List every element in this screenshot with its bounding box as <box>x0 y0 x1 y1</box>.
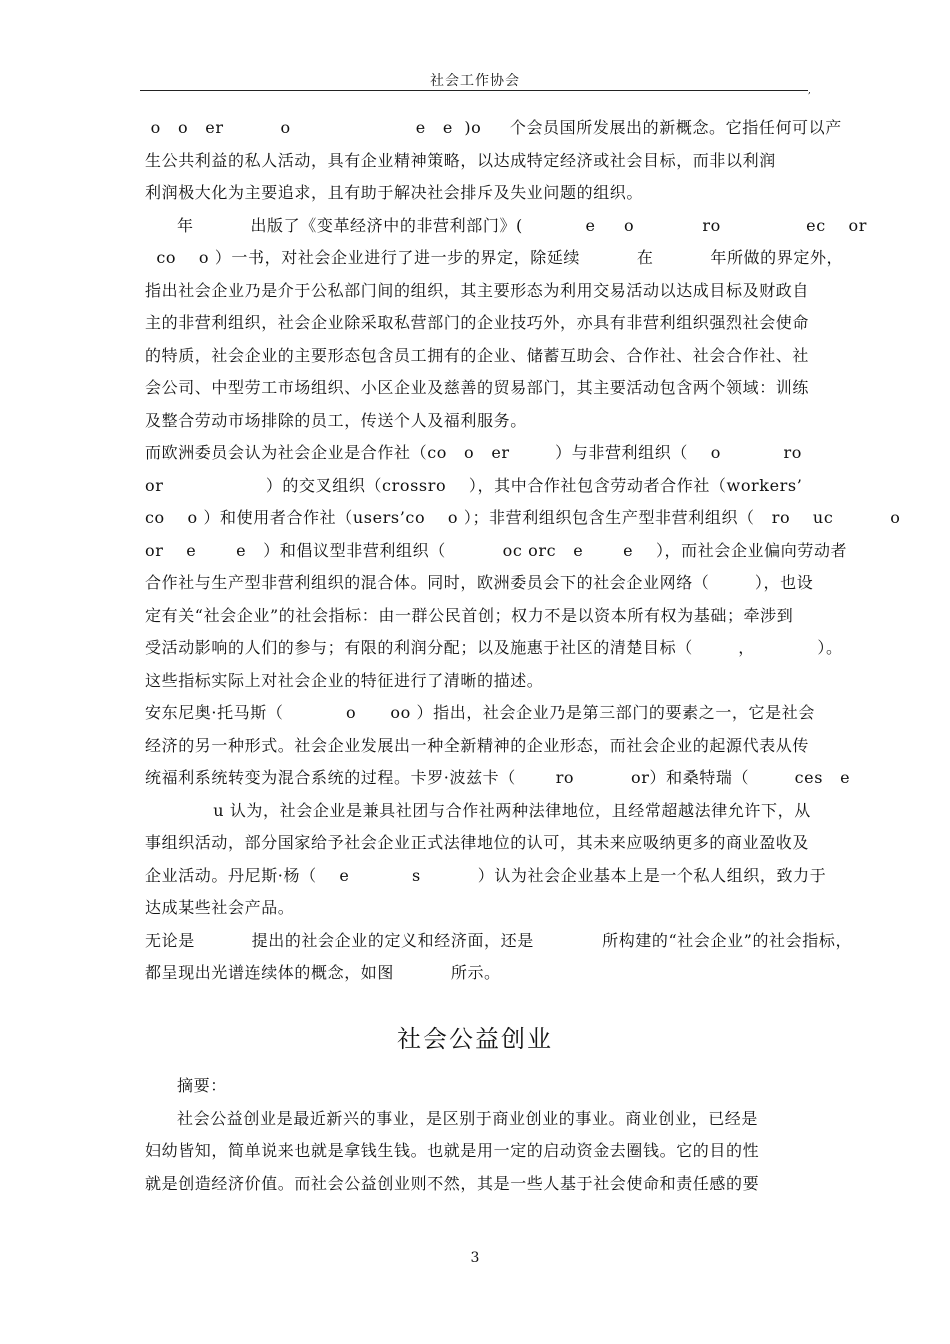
text-line: co o ）一书，对社会企业进行了进一步的界定，除延续 在 年所做的界定外， <box>145 248 844 267</box>
text-line: 摘要： <box>177 1076 227 1095</box>
text-line: 年 出版了《变革经济中的非营利部门》( e o ro ec or <box>177 215 868 235</box>
text-line: u 认为，社会企业是兼具社团与合作社两种法律地位，且经常超越法律允许下，从 <box>145 800 811 820</box>
text-line: co o ）和使用者合作社（users’co o ）；非营利组织包含生产型非营利组织（ ro uc o <box>145 508 901 527</box>
text-line: o o er o e e )o 个会员国所发展出的新概念。它指任何可以产 <box>145 118 842 137</box>
text-line: 而欧洲委员会认为社会企业是合作社（co o er ）与非营利组织（ o ro <box>145 443 802 462</box>
text-line: 就是创造经济价值。而社会公益创业则不然，其是一些人基于社会使命和责任感的要 <box>145 1173 760 1193</box>
text-line: 的特质，社会企业的主要形态包含员工拥有的企业、储蓄互助会、合作社、社会合作社、社 <box>145 345 810 365</box>
text-line: 社会公益创业是最近新兴的事业，是区别于商业创业的事业。商业创业，已经是 <box>177 1108 759 1128</box>
section-body-text <box>145 1070 810 1200</box>
text-line: 经济的另一种形式。社会企业发展出一种全新精神的企业形态，而社会企业的起源代表从传 <box>145 735 810 755</box>
text-line: 这些指标实际上对社会企业的特征进行了清晰的描述。 <box>145 670 544 690</box>
section-heading: 社会公益创业 <box>397 1025 553 1053</box>
text-line: 统福利系统转变为混合系统的过程。卡罗·波兹卡（ ro or）和桑特瑞（ ces e <box>145 768 851 787</box>
text-line: 及整合劳动市场排除的员工，传送个人及福利服务。 <box>145 410 527 430</box>
text-line: 定有关“社会企业”的社会指标：由一群公民首创；权力不是以资本所有权为基础；牵涉到 <box>145 605 794 625</box>
text-line: 利润极大化为主要追求，且有助于解决社会排斥及失业问题的组织。 <box>145 183 644 202</box>
text-line: or ）的交叉组织（crossro ），其中合作社包含劳动者合作社（workers’ <box>145 475 803 495</box>
text-line: 会公司、中型劳工市场组织、小区企业及慈善的贸易部门，其主要活动包含两个领域：训练 <box>145 378 810 397</box>
text-line: 安东尼奥·托马斯（ o oo ）指出，社会企业乃是第三部门的要素之一，它是社会 <box>145 703 815 722</box>
text-line: 事组织活动，部分国家给予社会企业正式法律地位的认可，其未来应吸纳更多的商业盈收及 <box>145 833 810 852</box>
page-header-title: 社会工作协会 <box>430 73 520 89</box>
header-divider <box>140 90 808 91</box>
text-line: 妇幼皆知，简单说来也就是拿钱生钱。也就是用一定的启动资金去圈钱。它的目的性 <box>145 1141 760 1160</box>
text-line: 达成某些社会产品。 <box>145 898 295 917</box>
text-line: 企业活动。丹尼斯·杨（ e s ）认为社会企业基本上是一个私人组织，致力于 <box>145 865 827 885</box>
header-tick-mark: , <box>808 86 811 96</box>
body-text <box>145 112 901 990</box>
text-line: 都呈现出光谱连续体的概念，如图 所示。 <box>145 963 501 982</box>
text-line: 指出社会企业乃是介于公私部门间的组织，其主要形态为利用交易活动以达成目标及财政自 <box>145 280 810 300</box>
page-number: 3 <box>470 1250 480 1266</box>
text-line: or e e ）和倡议型非营利组织（ oc orc e e ），而社会企业偏向劳动者 <box>145 540 848 560</box>
text-line: 无论是 提出的社会企业的定义和经济面，还是 所构建的“社会企业”的社会指标， <box>145 930 853 950</box>
text-line: 主的非营利组织，社会企业除采取私营部门的企业技巧外，亦具有非营利组织强烈社会使命 <box>145 313 810 332</box>
text-line: 合作社与生产型非营利组织的混合体。同时，欧洲委员会下的社会企业网络（ ），也设 <box>145 573 814 592</box>
text-line: 生公共利益的私人活动，具有企业精神策略，以达成特定经济或社会目标，而非以利润 <box>145 150 776 170</box>
text-line: 受活动影响的人们的参与；有限的利润分配；以及施惠于社区的清楚目标（ ， ）。 <box>145 638 843 657</box>
